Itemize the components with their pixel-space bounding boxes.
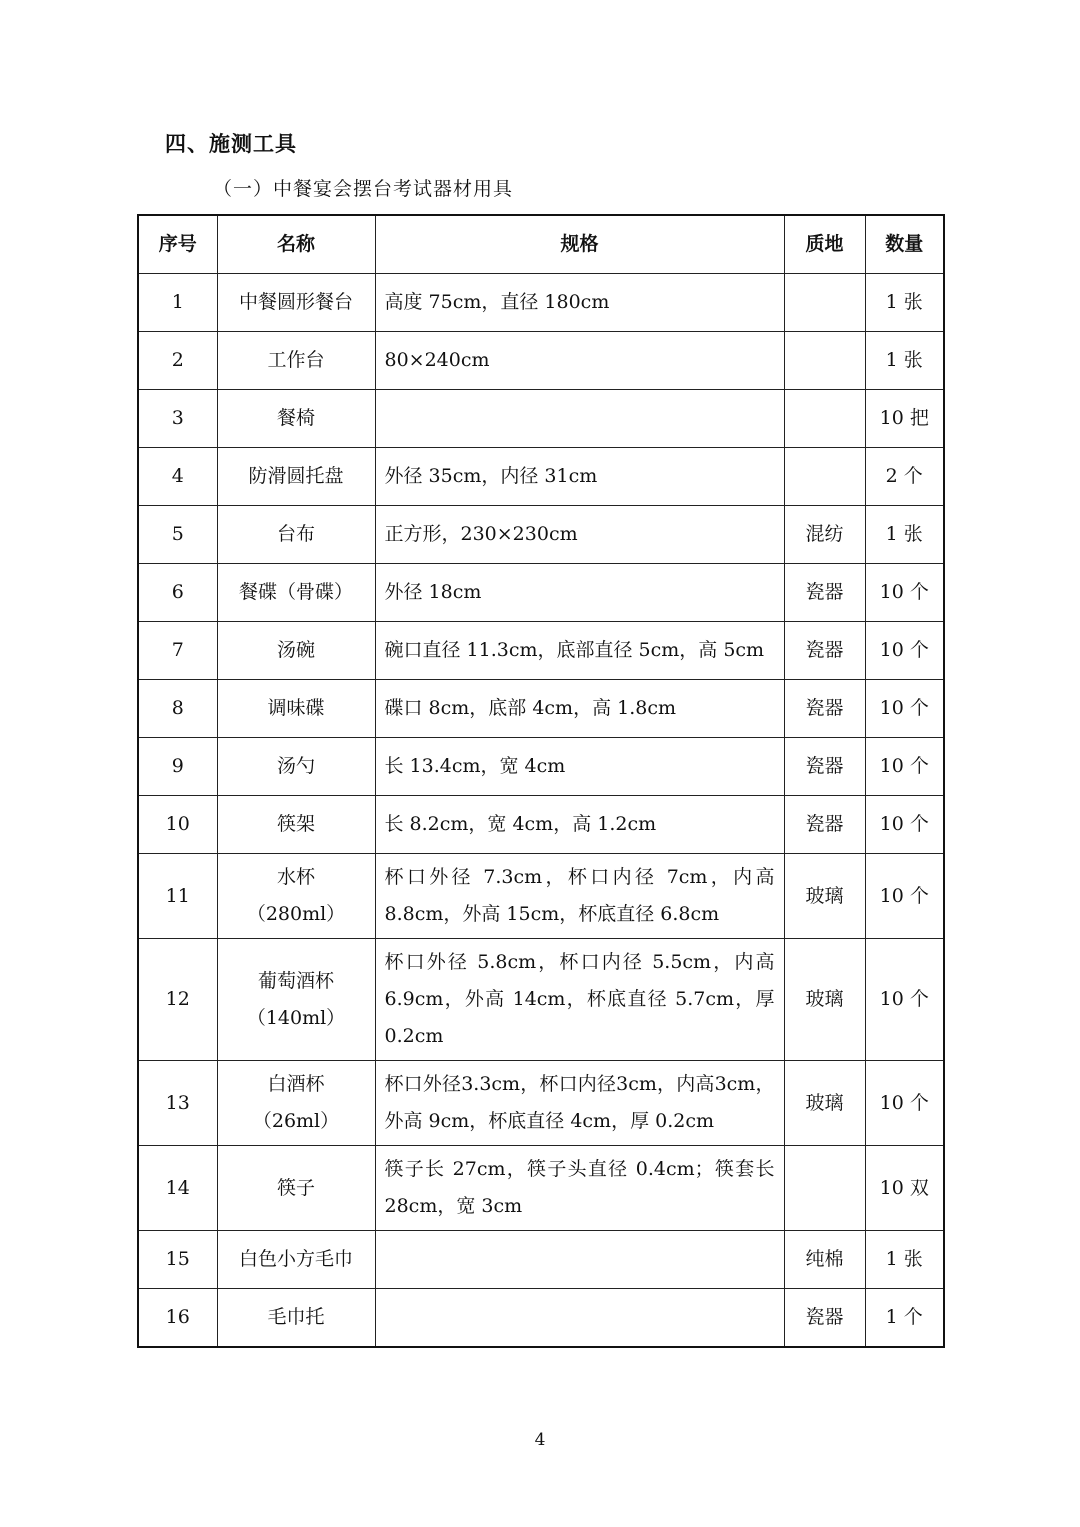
cell-no: 13 xyxy=(138,1061,217,1146)
table-row xyxy=(138,680,944,738)
cell-material: 瓷器 xyxy=(784,796,865,854)
cell-name xyxy=(217,274,375,332)
cell-qty: 1 张 xyxy=(865,1231,944,1289)
cell-no: 11 xyxy=(138,854,217,939)
cell-name xyxy=(217,564,375,622)
cell-name xyxy=(217,332,375,390)
table-row xyxy=(138,1289,944,1348)
table-row xyxy=(138,448,944,506)
cell-material xyxy=(784,390,865,448)
cell-name-line: 水杯 xyxy=(276,866,315,888)
cell-material: 瓷器 xyxy=(784,622,865,680)
cell-name xyxy=(217,506,375,564)
cell-name xyxy=(217,854,375,939)
cell-name-line: 防滑圆托盘 xyxy=(248,465,344,487)
section-title: 四、施测工具 xyxy=(165,132,297,156)
cell-qty: 1 张 xyxy=(865,332,944,390)
cell-qty: 10 个 xyxy=(865,622,944,680)
cell-name-line: （26ml） xyxy=(252,1110,340,1132)
cell-spec: 杯口外径 7.3cm，杯口内径 7cm，内高 8.8cm，外高 15cm，杯底直径 6.8cm xyxy=(375,854,784,939)
cell-spec: 碗口直径 11.3cm，底部直径 5cm，高 5cm xyxy=(375,622,784,680)
cell-material xyxy=(784,332,865,390)
cell-no: 10 xyxy=(138,796,217,854)
cell-no: 12 xyxy=(138,939,217,1061)
header-name: 名称 xyxy=(217,215,375,274)
cell-material: 玻璃 xyxy=(784,854,865,939)
cell-name-line: 汤碗 xyxy=(276,639,315,661)
table-body xyxy=(138,274,944,1348)
cell-spec: 杯口外径 5.8cm，杯口内径 5.5cm，内高 6.9cm，外高 14cm，杯底直径 5.7cm，厚 0.2cm xyxy=(375,939,784,1061)
table-header-row xyxy=(138,215,944,274)
table-row xyxy=(138,390,944,448)
cell-no: 4 xyxy=(138,448,217,506)
cell-name-line: 调味碟 xyxy=(267,697,325,719)
table-row xyxy=(138,1146,944,1231)
cell-spec: 筷子长 27cm，筷子头直径 0.4cm；筷套长 28cm，宽 3cm xyxy=(375,1146,784,1231)
cell-name-line: 中餐圆形餐台 xyxy=(238,291,353,313)
cell-spec: 杯口外径3.3cm，杯口内径3cm，内高3cm，外高 9cm，杯底直径 4cm，厚 0.2cm xyxy=(375,1061,784,1146)
cell-name-line: 餐碟（骨碟） xyxy=(238,581,353,603)
cell-spec: 长 13.4cm，宽 4cm xyxy=(375,738,784,796)
cell-name xyxy=(217,390,375,448)
cell-no: 15 xyxy=(138,1231,217,1289)
cell-material: 瓷器 xyxy=(784,564,865,622)
cell-qty: 1 张 xyxy=(865,274,944,332)
cell-no: 2 xyxy=(138,332,217,390)
cell-material: 瓷器 xyxy=(784,1289,865,1348)
cell-name xyxy=(217,448,375,506)
cell-name-line: 工作台 xyxy=(267,349,325,371)
cell-material: 混纺 xyxy=(784,506,865,564)
cell-qty: 10 双 xyxy=(865,1146,944,1231)
table-row xyxy=(138,622,944,680)
cell-name-line: （140ml） xyxy=(246,1006,346,1029)
cell-qty: 1 张 xyxy=(865,506,944,564)
header-spec: 规格 xyxy=(375,215,784,274)
cell-spec: 80×240cm xyxy=(375,332,784,390)
cell-no: 16 xyxy=(138,1289,217,1348)
cell-no: 8 xyxy=(138,680,217,738)
cell-material xyxy=(784,448,865,506)
cell-spec: 碟口 8cm，底部 4cm，高 1.8cm xyxy=(375,680,784,738)
cell-qty: 10 个 xyxy=(865,680,944,738)
cell-name-line: 筷子 xyxy=(276,1176,315,1199)
equipment-table xyxy=(137,214,945,1348)
cell-qty: 10 个 xyxy=(865,796,944,854)
cell-material: 纯棉 xyxy=(784,1231,865,1289)
cell-qty: 10 个 xyxy=(865,1061,944,1146)
cell-qty: 10 把 xyxy=(865,390,944,448)
cell-name-line: 白酒杯 xyxy=(267,1073,325,1095)
cell-name xyxy=(217,939,375,1061)
cell-name xyxy=(217,680,375,738)
cell-name-line: 白色小方毛巾 xyxy=(238,1248,353,1270)
cell-qty: 10 个 xyxy=(865,738,944,796)
cell-spec: 高度 75cm，直径 180cm xyxy=(375,274,784,332)
cell-name-line: 餐椅 xyxy=(276,407,315,429)
sub-title: （一）中餐宴会摆台考试器材用具 xyxy=(213,178,514,200)
cell-material: 瓷器 xyxy=(784,680,865,738)
table-row xyxy=(138,939,944,1061)
header-qty: 数量 xyxy=(865,215,944,274)
cell-no: 7 xyxy=(138,622,217,680)
cell-name xyxy=(217,1061,375,1146)
cell-qty: 2 个 xyxy=(865,448,944,506)
table-row xyxy=(138,506,944,564)
table-row xyxy=(138,738,944,796)
page-number: 4 xyxy=(534,1430,546,1450)
cell-material xyxy=(784,1146,865,1231)
cell-name-line: 台布 xyxy=(276,523,315,545)
cell-name xyxy=(217,622,375,680)
cell-spec xyxy=(375,1231,784,1289)
cell-name xyxy=(217,1146,375,1231)
cell-name-line: 葡萄酒杯 xyxy=(257,969,334,992)
cell-name xyxy=(217,1289,375,1348)
cell-name-line: 筷架 xyxy=(276,813,315,835)
cell-qty: 1 个 xyxy=(865,1289,944,1348)
table-row xyxy=(138,1061,944,1146)
cell-no: 5 xyxy=(138,506,217,564)
cell-material: 玻璃 xyxy=(784,1061,865,1146)
cell-material xyxy=(784,274,865,332)
cell-spec xyxy=(375,390,784,448)
cell-name-line: 毛巾托 xyxy=(267,1306,325,1328)
table-row xyxy=(138,332,944,390)
cell-material: 瓷器 xyxy=(784,738,865,796)
cell-qty: 10 个 xyxy=(865,854,944,939)
cell-name xyxy=(217,796,375,854)
cell-no: 14 xyxy=(138,1146,217,1231)
table-row xyxy=(138,854,944,939)
cell-name xyxy=(217,1231,375,1289)
cell-material: 玻璃 xyxy=(784,939,865,1061)
table-row xyxy=(138,1231,944,1289)
cell-no: 1 xyxy=(138,274,217,332)
header-no: 序号 xyxy=(138,215,217,274)
cell-qty: 10 个 xyxy=(865,939,944,1061)
cell-name xyxy=(217,738,375,796)
cell-name-line: （280ml） xyxy=(246,903,346,925)
cell-no: 3 xyxy=(138,390,217,448)
cell-no: 9 xyxy=(138,738,217,796)
table-row xyxy=(138,796,944,854)
cell-spec: 外径 35cm，内径 31cm xyxy=(375,448,784,506)
cell-no: 6 xyxy=(138,564,217,622)
cell-name-line: 汤勺 xyxy=(276,755,315,777)
cell-spec: 外径 18cm xyxy=(375,564,784,622)
table-row xyxy=(138,564,944,622)
cell-spec: 正方形，230×230cm xyxy=(375,506,784,564)
header-material: 质地 xyxy=(784,215,865,274)
cell-spec xyxy=(375,1289,784,1348)
table-row xyxy=(138,274,944,332)
cell-qty: 10 个 xyxy=(865,564,944,622)
cell-spec: 长 8.2cm，宽 4cm，高 1.2cm xyxy=(375,796,784,854)
